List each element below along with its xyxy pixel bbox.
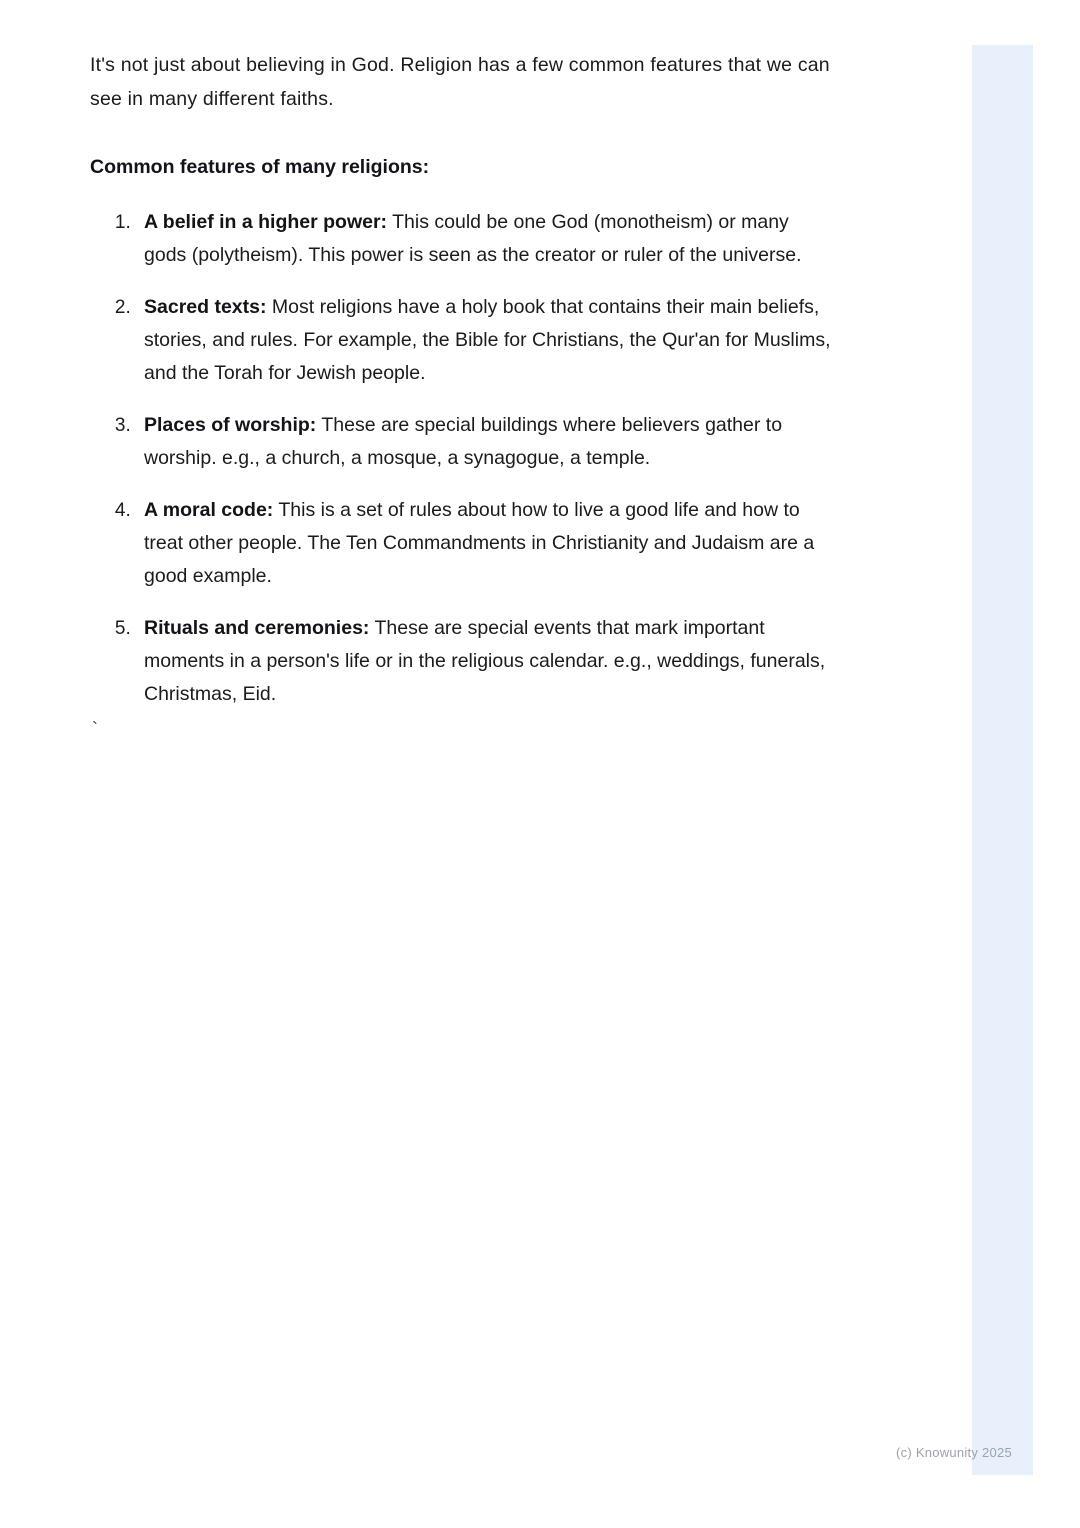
list-item-term: Places of worship:	[144, 414, 317, 436]
footer-copyright: (c) Knowunity 2025	[896, 1445, 1012, 1460]
list-item-term: Sacred texts:	[144, 296, 267, 318]
list-item-desc: This is a set of rules about how to live a good life and how to treat other people. The Ten Commandments in Christianity and Judaism are a good example.	[144, 499, 815, 587]
list-item-desc: These are special events that mark important moments in a person's life or in the religious calendar. e.g., weddings, funerals, Christmas, Eid.	[144, 617, 826, 705]
list-item-term: Rituals and ceremonies:	[144, 617, 370, 639]
list-item	[136, 409, 835, 475]
list-item	[136, 612, 835, 711]
section-heading: Common features of many religions:	[90, 156, 430, 178]
right-accent-band	[972, 45, 1033, 1475]
list-item-term: A moral code:	[144, 499, 274, 521]
intro-paragraph: It's not just about believing in God. Religion has a few common features that we can see in many different faiths.	[90, 54, 830, 110]
list-item-desc: These are special buildings where believers gather to worship. e.g., a church, a mosque, a synagogue, a temple.	[144, 414, 783, 469]
document-content	[90, 48, 835, 730]
list-item	[136, 494, 835, 593]
list-item	[136, 206, 835, 272]
features-list	[90, 206, 835, 711]
list-item-desc: Most religions have a holy book that contains their main beliefs, stories, and rules. For example, the Bible for Christians, the Qur'an for Muslims, and the Torah for Jewish people.	[144, 296, 831, 384]
list-item-desc: This could be one God (monotheism) or many gods (polytheism). This power is seen as the creator or ruler of the universe.	[144, 211, 802, 266]
stray-backtick-mark: `	[92, 719, 98, 739]
list-item-term: A belief in a higher power:	[144, 211, 388, 233]
list-item	[136, 291, 835, 390]
